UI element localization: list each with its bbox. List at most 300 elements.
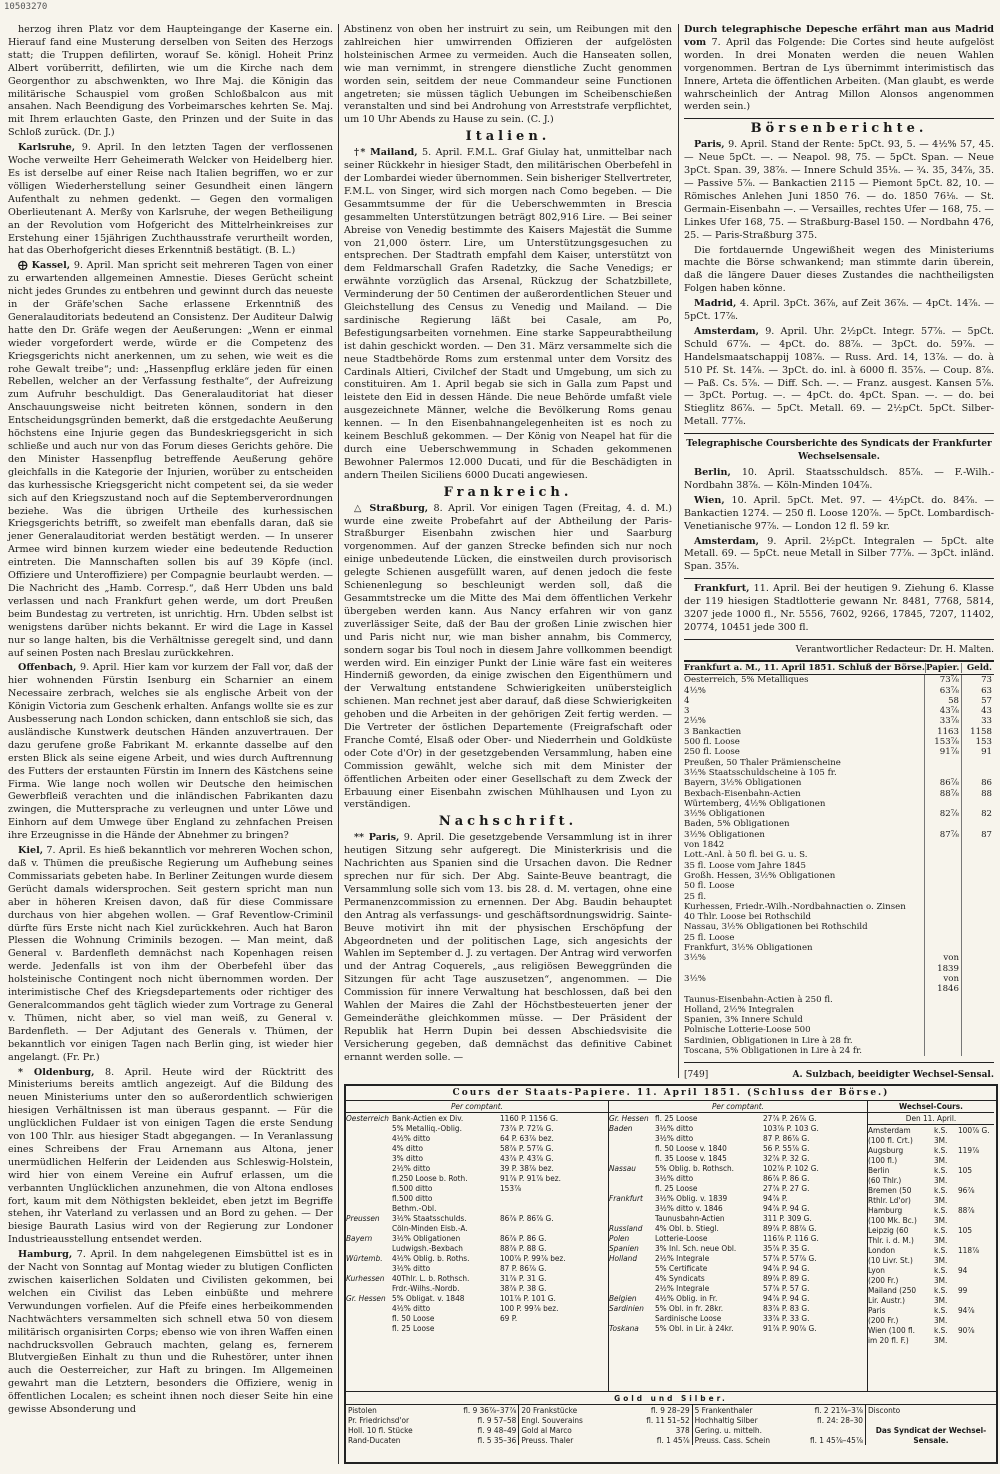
coin-rate: 378 [675, 1425, 690, 1435]
rate-value [500, 1323, 608, 1333]
papier-value [924, 943, 961, 953]
exchange-rates-date: Den 11. April. [868, 1113, 994, 1125]
rate-value [958, 1255, 994, 1265]
section-heading-frankreich: Frankreich. [443, 484, 573, 500]
security-name: Baden, 5% Obligationen [684, 819, 790, 830]
table-row [868, 1205, 994, 1215]
coin-rate: fl. 9 28–29 [650, 1405, 690, 1415]
rate-value: 57⅞ P. 57 G. [763, 1283, 810, 1293]
security-name: Spanien, 3% Innere Schuld [684, 1015, 803, 1026]
security-name: 3½% Staatsschuldscheine à 105 fr. [684, 767, 837, 778]
rate-value [500, 1193, 608, 1203]
security-name: Taunus-Eisenbahn-Actien à 250 fl. [684, 994, 833, 1005]
term: k.S. [934, 1245, 948, 1255]
column-header: Per comptant. [346, 1101, 608, 1113]
security-name: 4% Obl. b. Stiegl. [655, 1223, 719, 1233]
table-row [348, 1425, 516, 1435]
geld-value [961, 819, 994, 829]
papier-value: 33⅞ [924, 716, 961, 726]
country-label: Würtemb. [346, 1253, 383, 1263]
table-row [346, 1293, 608, 1303]
table-row [609, 1153, 867, 1163]
table-row [684, 912, 994, 922]
table-row [684, 1005, 994, 1015]
rate-value: 88⅞ P. 88 G. [500, 1243, 547, 1253]
security-name: 3½% ditto [392, 1263, 431, 1273]
table-row [695, 1425, 863, 1435]
dateline: Kiel, [18, 845, 44, 857]
papier-value [924, 881, 961, 891]
table-row [684, 902, 994, 912]
table-row [684, 974, 994, 995]
papier-value [924, 1036, 961, 1046]
security-name: Würtemberg, 4½% Obligationen [684, 798, 826, 809]
article-text: 5. April. F.M.L. Graf Giulay hat, unmittelbar nach seiner Rückkehr in hiesiger Stadt, den militärischen Oberbefehl in der Lombardei wieder übernommen. Sein bisheriger Stellvertreter, F.M.L. von Singer, wird sich morgen nach Como begeben. — Die Gesammtsumme der für die Ueberschwemmten in Brescia gesammelten Unterstützungen beträgt 802,916 Lire. — Bei seiner Abreise von Venedig bestimmte des Kaisers Majestät die Summe von 21,000 österr. Lire, um Unterstützungsgesuchen zu entsprechen. Der Stadtrath empfahl dem Kaiser, unterstützt von dem Feldmarschall Grafen Radetzky, die Sache Venedigs; er erwähnte vorzüglich das Arsenal, Rückzug der Schatzbillete, Verminderung der 50 Centimen der außerordentlichen Steuer und Gleichstellung des Census zu Venedig und Mailand. — Die sardinische Regierung läßt bei Casale, am Po, Befestigungsarbeiten vornehmen. Eine starke Sappeurabtheilung ist dahin geschickt worden. — Den 31. März versammelte sich die neue Stadtbehörde Roms zum erstenmal unter dem Vorsitz des Cardinals Altieri, Civilchef der Stadt und Umgebung, um sich zu constituiren. Am 1. April begab sie sich in Galla zum Papst und leistete den Eid in dessen Hände. Die neue Behörde umfaßt viele ausgezeichnete Männer, welche die Bevölkerung Roms genau kennen. — In den Eisenbahnangelegenheiten ist es noch zu keinem Beschluß gekommen. — Der König von Neapel hat für die durch eine Ueberschwemmung in Schaden gekommenen Bewohner Palermos 12.000 Ducati, und für die Beschädigten in andern Theilen Siciliens 6000 Ducati angewiesen. [344, 147, 672, 481]
security-name: 4% Syndicats [655, 1273, 705, 1283]
term: 3M. [934, 1175, 948, 1185]
geld-value: 86 [961, 778, 994, 788]
security-name: 3½% Obligationen [392, 1233, 461, 1243]
country-label: Sardinien [609, 1303, 644, 1313]
papier-value [924, 1005, 961, 1015]
papier-value [924, 840, 961, 850]
table-row [684, 737, 994, 747]
term: k.S. [934, 1125, 948, 1135]
rate-value: 94⅞ P. [763, 1193, 788, 1203]
rates-block-1 [346, 1101, 609, 1391]
telegraph-heading: Telegraphische Coursberichte des Syndicats der Frankfurter Wechselsensale. [686, 439, 992, 463]
term: 3M. [934, 1235, 948, 1245]
dispatch-text: 7. April das Folgende: Die Cortes sind heute aufgelöst worden. In drei Monaten werden die neuen Wahlen vorgenommen. Bertran de Lys übernimmt interimistisch das Innere, Arteta die öffentlichen Arbeiten. (Man glaubt, es werde wahrscheinlich der Antrag Millon Alonsos angenommen werden sein.) [684, 36, 994, 113]
rate-value: 105 [958, 1225, 973, 1235]
section-heading-italien: Italien. [465, 129, 551, 145]
madrid-dispatch [684, 24, 994, 114]
table-row [868, 1275, 994, 1285]
table-row [684, 850, 994, 860]
article-paragraph [344, 147, 672, 483]
place-name: Hamburg [868, 1205, 903, 1215]
table-row [609, 1203, 867, 1213]
papier-value [924, 758, 961, 768]
rate-value: 94⅞ [958, 1305, 975, 1315]
security-name: 40Thlr. L. b. Rothsch. [392, 1273, 470, 1283]
table-row [346, 1113, 608, 1123]
table-row [684, 892, 994, 902]
place-name: im 20 fl. F.) [868, 1335, 909, 1345]
security-name: 25 fl. [684, 891, 707, 902]
geld-value: 88 [961, 789, 994, 799]
geld-value [961, 1025, 994, 1035]
geld-value [961, 1005, 994, 1015]
security-name: 3½% [684, 953, 706, 964]
rate-value: 94⅞ P. 94 G. [763, 1263, 810, 1273]
table-row [346, 1143, 608, 1153]
article-paragraph [344, 832, 672, 1064]
papier-value: 1163 [924, 727, 961, 737]
country-label [609, 1183, 655, 1193]
security-name: 4% ditto [392, 1143, 424, 1153]
coin-name: Pr. Friedrichsd'or [348, 1415, 410, 1425]
dateline: Berlin, [694, 467, 731, 478]
rate-value: 32⅞ P. 32 G. [763, 1153, 810, 1163]
table-row [346, 1153, 608, 1163]
table-row [868, 1335, 994, 1345]
report-text: 9. April. Uhr. 2½pCt. Integr. 57⅞. — 5pCt. Schuld 67⅞. — 4pCt. do. 88⅞. — 3pCt. do. 59⅞. — Handelsmaatschappij 108⅞. — Russ. Ard. 14, 13⅞. — do. à 510 Pf. St. 14⅞. — 3pCt. do. inl. à 6000 fl. 35⅞. — Coup. 8⅞. — Paß. Cs. 5⅞. — Diff. Sch. —. — Franz. ausgest. Kansen 5⅞. — 3pCt. Portug. —. — 4pCt. do. 4pCt. Span. —. — do. bei Stieglitz 86⅞. — 5pCt. Metall. 69. — 2½pCt. 5pCt. Silber-Metall. 77⅞. [684, 325, 994, 428]
country-label [346, 1243, 392, 1253]
country-label [609, 1213, 655, 1223]
table-row [609, 1223, 867, 1233]
country-label [609, 1283, 655, 1293]
coin-rate: fl. 9 48–49 [477, 1425, 517, 1435]
disconto-label: Disconto [867, 1405, 901, 1415]
term: k.S. [934, 1305, 948, 1315]
place-name: Rthlr. Ld'or) [868, 1195, 911, 1205]
security-name: 3½% Staatsschulds. [392, 1213, 467, 1223]
coin-name: Engl. Souverains [521, 1415, 583, 1425]
security-name: 4½% [684, 685, 706, 696]
report-text: 10. April. 5pCt. Met. 97. — 4½pCt. do. 84⅞. — Bankactien 1274. — 250 fl. Loose 120⅞. — 5pCt. Lombardisch-Venetianische 97⅞. — London 12 fl. 59 kr. [684, 494, 994, 532]
papier-value: 86⅞ [924, 778, 961, 788]
coin-name: 20 Frankstücke [521, 1405, 578, 1415]
security-name: 35 fl. Loose vom Jahre 1845 [684, 860, 806, 871]
rate-value [958, 1275, 994, 1285]
security-name: Polnische Lotterie-Loose 500 [684, 1025, 811, 1036]
table-row [346, 1203, 608, 1213]
security-name: 3½% ditto v. 1846 [655, 1203, 723, 1213]
papier-value: 73⅞ [924, 675, 961, 685]
term: 3M. [934, 1155, 948, 1165]
dateline: Hamburg, [18, 1249, 73, 1261]
page-id: 10503270 [4, 2, 48, 12]
article-paragraph [8, 24, 333, 140]
security-name: Preußen, 50 Thaler Prämienscheine [684, 757, 841, 768]
coin-rate: fl. 1 45⅞–45⅞ [809, 1435, 863, 1445]
geld-value: 57 [961, 696, 994, 706]
table-row [609, 1253, 867, 1263]
security-name: 5% Metalliq.-Oblig. [392, 1123, 462, 1133]
article-paragraph [8, 142, 333, 258]
coin-name: Gold al Marco [521, 1425, 572, 1435]
rate-value: 69 P. [500, 1313, 518, 1323]
table-row [346, 1273, 608, 1283]
table-row [609, 1123, 867, 1133]
table-row [684, 1025, 994, 1035]
geld-value [961, 995, 994, 1005]
rate-value: 116⅞ P. 116 G. [763, 1233, 819, 1243]
table-row [346, 1123, 608, 1133]
table-row [609, 1213, 867, 1223]
country-label [346, 1143, 392, 1153]
report-text: 11. April. Bei der heutigen 9. Ziehung 6. Klasse der 119 hiesigen Stadtlotterie gewann Nr. 8481, 7768, 5814, 3207 jede 1000 fl., Nr. 5556, 7602, 9266, 17845, 7207, 11402, 20774, 10451 jede 300 fl. [684, 583, 994, 633]
table-row [868, 1285, 994, 1295]
security-name: Sardinische Loose [655, 1313, 722, 1323]
rate-value [958, 1175, 994, 1185]
dateline: * Oldenburg, [18, 1066, 95, 1078]
term: 3M. [934, 1275, 948, 1285]
coin-name: Pistolen [348, 1405, 377, 1415]
table-row [868, 1185, 994, 1195]
country-label [346, 1283, 392, 1293]
place-name: Mailand (250 [868, 1285, 917, 1295]
country-label [609, 1153, 655, 1163]
table-row [684, 922, 994, 932]
rate-value: 56 P. 55⅞ G. [763, 1143, 810, 1153]
article-text: 9. April. Die gesetzgebende Versammlung ist in ihrer heutigen Sitzung sehr aufgeregt. Die Ministerkrisis und die Nachrichten aus Spanien sind die Ursachen davon. Die Redner sprechen nur für sich. Der Abg. Sainte-Beuve beantragt, die Versammlung solle sich vom 13. bis 28. d. M. vertagen, ohne eine Permanenzcommission zu ernennen. Der Abg. Baudin behauptet den Antrag als verfassungs- und geschäftsordnungswidrig. Sainte-Beuve motivirt ihn mit der physischen Erschöpfung der Abgeordneten und der politischen Lage, sich angesichts der Wahlen im September d. J. zu vertagen. Der Antrag wird verworfen und der Antrag Coquerels, „aus religiösen Beweggründen die Sitzungen für acht Tage auszusetzen“, angenommen. — Die Commission für innere Verwaltung hat beschlossen, daß bei den Wahlen der Maires die Zahl der Höchstbesteuerten jener der Gemeinderäthe gleichkommen müsse. — Der Präsident der Republik hat Herrn Dupin bei dessen Abschiedsvisite die Versicherung gegeben, daß demnächst das definitive Cabinet ernannt werden solle. — [344, 832, 672, 1063]
papier-value [924, 902, 961, 912]
rate-value: 94⅞ P. 94 G. [763, 1203, 810, 1213]
papier-value: 88⅞ [924, 789, 961, 799]
rate-value: 38⅞ P. 38 G. [500, 1283, 547, 1293]
security-name: 3½% Oblig. v. 1839 [655, 1193, 728, 1203]
term: 3M. [934, 1315, 948, 1325]
table-row [684, 768, 994, 778]
article-paragraph [8, 260, 333, 660]
country-label [609, 1133, 655, 1143]
table-row [868, 1265, 994, 1275]
country-label [346, 1183, 392, 1193]
coin-name: Preuss. Cass. Schein [694, 1435, 771, 1445]
rate-value: 101⅞ P. 101 G. [500, 1293, 556, 1303]
geld-value: 91 [961, 747, 994, 757]
exchange-rates-title: Wechsel-Cours. [868, 1101, 994, 1113]
country-label: Preussen [346, 1213, 380, 1223]
report-text: 10. April. Staatsschuldsch. 85⅞. — F.-Wilh.-Nordbahn 38⅞. — Köln-Minden 104⅞. [684, 467, 994, 491]
column-1 [8, 24, 333, 1464]
table-row [346, 1183, 608, 1193]
table-row [346, 1263, 608, 1273]
place-name: (60 Thlr.) [868, 1175, 902, 1185]
papier-value [924, 933, 961, 943]
rate-value: 89⅞ P. 89 G. [763, 1273, 810, 1283]
rate-value: 33⅞ P. 33 G. [763, 1313, 810, 1323]
security-name: Lotterie-Loose [655, 1233, 708, 1243]
exchange-rates-block [868, 1101, 994, 1391]
geld-value [961, 871, 994, 881]
rate-value: 105 [958, 1165, 973, 1175]
rate-value: 87 P. 86⅞ G. [763, 1133, 810, 1143]
place-name: Thlr. i. d. M.) [868, 1235, 914, 1245]
coin-rate: fl. 9 36⅞–37⅞ [463, 1405, 517, 1415]
table-row [684, 840, 994, 850]
table-row [684, 871, 994, 881]
papier-value [924, 871, 961, 881]
security-name: 3½% Obligationen [684, 809, 765, 820]
dateline: Madrid, [694, 298, 737, 310]
security-name: 5% Certificate [655, 1263, 708, 1273]
dateline: †* Mailand, [354, 147, 418, 159]
place-name: (10 Livr. St.) [868, 1255, 913, 1265]
table-row [346, 1283, 608, 1293]
dateline: Offenbach, [18, 662, 77, 674]
security-name: 500 fl. Loose [684, 737, 740, 748]
table-row [684, 675, 994, 685]
rate-value: 90⅞ [958, 1325, 975, 1335]
table-row [609, 1283, 867, 1293]
rate-value: 100⅞ P. 99⅞ bez. [500, 1253, 566, 1263]
dispatch-lead: Durch telegraphische Depesche erfährt man aus Madrid vom [684, 24, 994, 48]
country-label [346, 1123, 392, 1133]
papier-value [924, 1015, 961, 1025]
dateline: Frankfurt, [694, 583, 750, 595]
place-name: (100 Mk. Bc.) [868, 1215, 917, 1225]
rate-value: 35⅞ P. 35 G. [763, 1243, 810, 1253]
papier-value [924, 861, 961, 871]
table-row [868, 1215, 994, 1225]
rate-value [958, 1295, 994, 1305]
table-row [868, 1245, 994, 1255]
rate-value: 102⅞ P. 102 G. [763, 1163, 819, 1173]
table-row [868, 1145, 994, 1155]
rate-value: 57⅞ P. 57⅞ G. [763, 1253, 817, 1263]
term: 3M. [934, 1195, 948, 1205]
security-name: fl. 35 Loose v. 1845 [655, 1153, 727, 1163]
article-text: 9. April. Hier kam vor kurzem der Fall vor, daß der hier wohnenden Fürstin Isenburg ein Scharnier an einem Necessaire zerbrach, welches sie als englische Arbeit von der Königin Victoria zum Geschenk erhalten. Anfangs wollte sie es zur Ausbesserung nach London schicken, dann entschloß sie sich, das ausländische Kunstwerk deutschen Händen anzuvertrauen. Der dazu gerufene große Fabrikant M. erkannte dasselbe auf den ersten Blick als seine eigene Arbeit, und wies durch Auftrennung des Futters der erstaunten Fürstin im Innern des Kästchens seine Firma. Wie lange noch wollen wir Deutsche den heimischen Gewerbfleiß verachten und die inländischen Fabrikanten dazu zwingen, die Muttersprache zu verleugnen und unter Löwe und Einhorn auf dem Umwege über England zu zehnfachen Preisen ihre Erzeugnisse in die Hände der Abnehmer zu bringen? [8, 662, 333, 842]
table-row [521, 1425, 689, 1435]
rate-value: 94⅞ P. 94 G. [763, 1293, 810, 1303]
rate-value: 86⅞ P. 86 G. [500, 1233, 547, 1243]
rate-value [958, 1315, 994, 1325]
table-row [346, 1173, 608, 1183]
table-row [684, 727, 994, 737]
papier-value: 87⅞ [924, 830, 961, 840]
term: 3M. [934, 1135, 948, 1145]
papier-value [924, 892, 961, 902]
geld-value [961, 902, 994, 912]
column-header-geld: Geld. [961, 663, 994, 673]
table-row [609, 1183, 867, 1193]
security-name: 3½% ditto [655, 1173, 694, 1183]
papier-value: 82⅞ [924, 809, 961, 819]
dateline: Amsterdam, [694, 535, 760, 547]
geld-value [961, 840, 994, 850]
table-row [684, 933, 994, 943]
geld-value [961, 799, 994, 809]
article-paragraph [8, 1249, 333, 1417]
ad-number: [749] [684, 1070, 709, 1080]
country-label: Holland [609, 1253, 638, 1263]
security-name: fl. 25 Loose [655, 1113, 698, 1123]
security-name: Toscana, 5% Obligationen in Lire à 24 fr. [684, 1045, 862, 1056]
table-row [684, 881, 994, 891]
security-name: 3% ditto [392, 1153, 424, 1163]
place-name: (100 fl. Crt.) [868, 1135, 913, 1145]
table-row [684, 778, 994, 788]
country-label: Gr. Hessen [346, 1293, 386, 1303]
article-paragraph [344, 503, 672, 813]
coin-name: Gering. u. mittelh. [694, 1425, 762, 1435]
country-label [346, 1223, 392, 1233]
dateline: ** Paris, [354, 832, 400, 844]
table-row [684, 809, 994, 819]
table-row [346, 1253, 608, 1263]
security-name: 5% Obl. in fr. 28kr. [655, 1303, 724, 1313]
rate-value: 39 P. 38⅞ bez. [500, 1163, 554, 1173]
table-row [346, 1313, 608, 1323]
table-row [684, 830, 994, 840]
security-name: fl.250 Loose b. Roth. [392, 1173, 468, 1183]
security-name: 4½% Oblig. b. Roths. [392, 1253, 470, 1263]
papier-value [924, 1025, 961, 1035]
security-name: Nassau, 3½% Obligationen bei Rothschild [684, 922, 868, 933]
term: k.S. [934, 1265, 948, 1275]
table-row [684, 789, 994, 799]
table-row [684, 995, 994, 1005]
rate-value: 87 P. 86⅞ G. [500, 1263, 547, 1273]
column-divider [338, 24, 339, 1464]
report-berlin [684, 467, 994, 493]
rate-value: 91⅞ P. 90⅞ G. [763, 1323, 817, 1333]
rate-value: 311 P. 309 G. [763, 1213, 812, 1223]
report-madrid [684, 298, 994, 324]
rate-value: 86⅞ P. 86⅞ G. [500, 1213, 554, 1223]
term: k.S. [934, 1205, 948, 1215]
papier-value [924, 995, 961, 1005]
papier-value [924, 799, 961, 809]
geld-value [961, 768, 994, 778]
geld-value: 87 [961, 830, 994, 840]
table-row [609, 1303, 867, 1313]
rate-value: 64 P. 63⅞ bez. [500, 1133, 554, 1143]
place-name: Lir. Austr.) [868, 1295, 906, 1305]
rate-value: 43⅞ P. 43⅞ G. [500, 1153, 554, 1163]
security-name: Kurhessen, Friedr.-Wilh.-Nordbahnactien o. Zinsen [684, 901, 906, 912]
security-name: 3½% Obligationen [684, 829, 765, 840]
geld-value [961, 922, 994, 932]
geld-value [961, 1015, 994, 1025]
table-row [684, 819, 994, 829]
term: k.S. [934, 1165, 948, 1175]
country-label [346, 1263, 392, 1273]
table-row [609, 1313, 867, 1323]
country-label: Spanien [609, 1243, 639, 1253]
security-name: fl.500 ditto [392, 1183, 433, 1193]
place-name: (200 Fr.) [868, 1315, 899, 1325]
coin-rate: fl. 11 51–52 [646, 1415, 690, 1425]
country-label: Bayern [346, 1233, 373, 1243]
term: 3M. [934, 1255, 948, 1265]
coin-name: Preuss. Thaler [521, 1435, 574, 1445]
table-row [609, 1193, 867, 1203]
security-name: 4½% Oblig. in Fr. [655, 1293, 718, 1303]
security-name: 3% Inl. Sch. neue Obl. [655, 1243, 737, 1253]
rate-value [958, 1155, 994, 1165]
rate-value [958, 1215, 994, 1225]
table-row [521, 1405, 689, 1415]
coin-rate: fl. 5 35–36 [477, 1435, 517, 1445]
papier-value [924, 768, 961, 778]
rate-value [958, 1135, 994, 1145]
table-row [868, 1255, 994, 1265]
table-row [684, 1036, 994, 1046]
geld-value [961, 953, 994, 974]
rate-value: 83⅞ P. 83 G. [763, 1303, 810, 1313]
table-title: Frankfurt a. M., 11. April 1851. Schluß der Börse. [684, 663, 925, 673]
report-paris [684, 139, 994, 242]
table-row [868, 1155, 994, 1165]
table-row [695, 1415, 863, 1425]
rate-value: 96⅞ [958, 1185, 975, 1195]
security-name: 4½% ditto [392, 1133, 431, 1143]
table-row [346, 1213, 608, 1223]
column-header: Per comptant. [609, 1101, 867, 1113]
table-row [684, 1046, 994, 1056]
dateline: Amsterdam, [694, 325, 760, 337]
table-row [346, 1243, 608, 1253]
rate-value: 27⅞ P. 26⅞ G. [763, 1113, 817, 1123]
security-name: fl. 50 Loose v. 1840 [655, 1143, 727, 1153]
security-name: Bexbach-Eisenbahn-Actien [684, 788, 801, 799]
security-name: Frankfurt, 3½% Obligationen [684, 943, 813, 954]
